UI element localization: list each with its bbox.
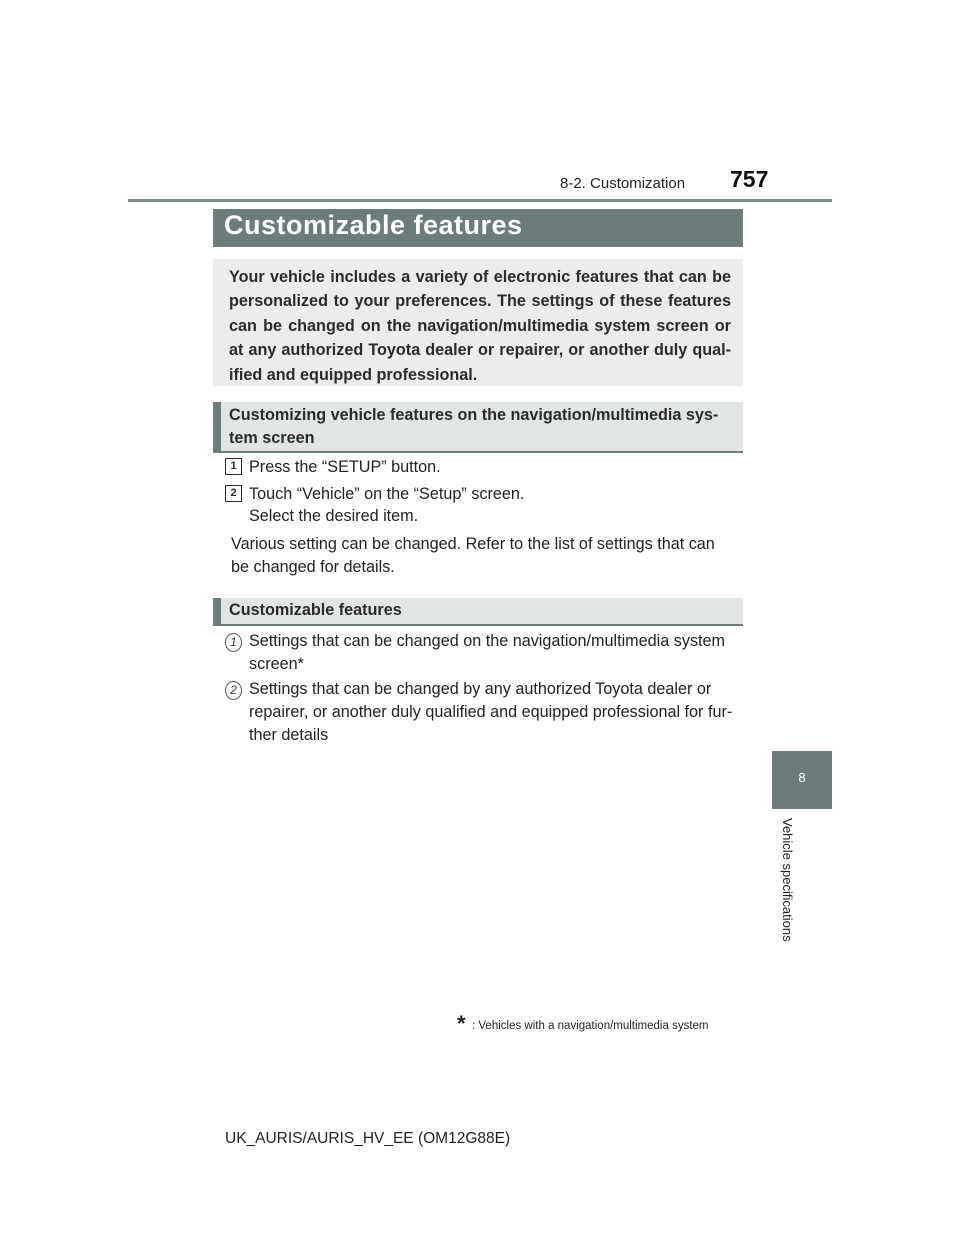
item-2-line2: repairer, or another duly qualified and equipped professional for fur- bbox=[249, 703, 733, 721]
item-number-1: 1 bbox=[225, 633, 242, 652]
intro-text: Your vehicle includes a variety of electronic features that can be personalized to your preferences. The settings of these features can be changed on the navigation/multimedia system screen or at any authorized Toyota dealer or repairer, or another duly qual-ified and equipped professional. bbox=[229, 268, 731, 384]
section-heading-text: Customizable features bbox=[229, 601, 402, 619]
item-1-line2: screen* bbox=[249, 655, 304, 673]
document-code: UK_AURIS/AURIS_HV_EE (OM12G88E) bbox=[225, 1130, 511, 1147]
footnote-star: * bbox=[457, 1011, 466, 1036]
page-title: Customizable features bbox=[224, 210, 523, 240]
heading-accent-bar bbox=[213, 598, 221, 624]
chapter-number: 8 bbox=[798, 770, 806, 785]
step-text-2: Touch “Vehicle” on the “Setup” screen. bbox=[249, 485, 525, 503]
section-breadcrumb: 8-2. Customization bbox=[560, 175, 686, 192]
item-1-line1: Settings that can be changed on the navigation/multimedia system bbox=[249, 632, 726, 650]
chapter-label-text: Vehicle specifications bbox=[780, 818, 795, 942]
footnote-text: : Vehicles with a navigation/multimedia system bbox=[472, 1020, 709, 1032]
chapter-label bbox=[772, 818, 808, 958]
step-text-3: Select the desired item. bbox=[249, 507, 419, 525]
section-heading-navigation bbox=[213, 402, 743, 453]
heading-accent-bar bbox=[213, 402, 221, 451]
note-line1: Various setting can be changed. Refer to the list of settings that can bbox=[231, 535, 715, 553]
item-2-line1: Settings that can be changed by any authorized Toyota dealer or bbox=[249, 680, 712, 698]
item-number-2: 2 bbox=[225, 681, 242, 700]
step-number-3 bbox=[225, 509, 242, 526]
step-text-1: Press the “SETUP” button. bbox=[249, 458, 441, 476]
note-line2: be changed for details. bbox=[231, 558, 395, 576]
section-heading-customizable bbox=[213, 598, 743, 626]
page-number: 757 bbox=[730, 166, 769, 192]
section-heading-line1: Customizing vehicle features on the navigation/multimedia sys- bbox=[229, 406, 719, 424]
item-2-line3: ther details bbox=[249, 726, 329, 744]
header-divider bbox=[128, 199, 832, 202]
section-heading-line2: tem screen bbox=[229, 429, 315, 447]
step-number-2: 2 bbox=[225, 485, 242, 502]
step-number-1: 1 bbox=[225, 458, 242, 475]
